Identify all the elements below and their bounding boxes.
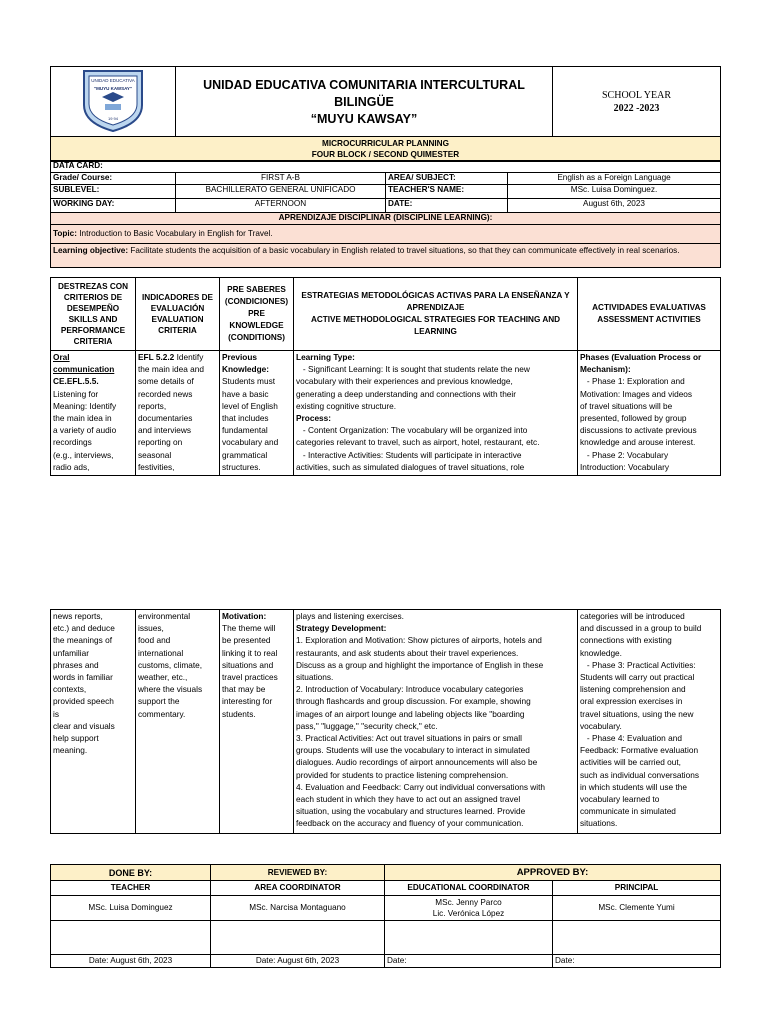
workday-label: WORKING DAY: — [51, 199, 176, 213]
planning-title-cell — [51, 137, 721, 162]
strategy-line: situation, using the vocabulary and structures learned. Provide — [296, 806, 526, 817]
area-label: AREA/ SUBJECT: — [386, 173, 508, 185]
strategy-heading: Strategy Development: — [296, 623, 387, 634]
pre-knowledge-cell-p2 — [220, 610, 294, 834]
logo-text-name: "MUYU KAWSAY" — [93, 86, 133, 91]
objective-text: Facilitate students the acquisition of a basic vocabulary in English related to travel situations, so that they can communicate effectively in real scenarios. — [130, 246, 680, 255]
assessment-line: connections with existing — [580, 635, 672, 646]
objective-row — [51, 244, 721, 268]
skills-line: is — [53, 708, 59, 719]
logo-cell — [51, 67, 176, 137]
col5-line: ASSESSMENT ACTIVITIES — [597, 315, 701, 324]
pre-line: have a basic — [222, 388, 269, 399]
approved-by-heading: APPROVED BY: — [385, 865, 721, 881]
indicator-line: support the — [138, 696, 180, 707]
assessment-line: vocabulary learned to — [580, 794, 660, 805]
skills-line: recordings — [53, 437, 92, 448]
col2-line: EVALUATION — [151, 315, 204, 324]
school-year-label: SCHOOL YEAR — [602, 89, 671, 101]
indicator-line: reporting on — [138, 437, 183, 448]
reviewed-by-heading: REVIEWED BY: — [211, 865, 385, 881]
school-name-cell — [176, 67, 553, 137]
school-name-line2: BILINGÜE — [334, 95, 394, 109]
col1-line: PERFORMANCE — [60, 326, 126, 335]
assessment-cell-p1 — [578, 351, 721, 476]
col-header-assessment — [578, 278, 721, 351]
skills-cell-p2 — [51, 610, 136, 834]
sublevel-value: BACHILLERATO GENERAL UNIFICADO — [176, 185, 386, 199]
planning-title-line1: MICROCURRICULAR PLANNING — [322, 139, 449, 148]
header-table — [50, 66, 721, 162]
school-year-cell — [553, 67, 721, 137]
skills-line: meaning. — [53, 745, 88, 756]
skills-line: provided speech — [53, 696, 114, 707]
date-value: August 6th, 2023 — [508, 199, 721, 213]
assessment-line: such as individual conversations — [580, 769, 699, 780]
signature-space — [211, 921, 385, 955]
strategy-line: situations. — [296, 672, 334, 683]
pre-knowledge-cell-p1 — [220, 351, 294, 476]
col1-line: SKILLS AND — [68, 315, 118, 324]
assessment-line: - Phase 1: Exploration and — [580, 376, 685, 387]
col3-line: (CONDICIONES) — [224, 297, 289, 306]
skills-line: phrases and — [53, 659, 99, 670]
indicator-line: festivities, — [138, 461, 175, 472]
indicator-line: international — [138, 647, 184, 658]
discipline-heading: APRENDIZAJE DISCIPLINAR (DISCIPLINE LEARNING): — [51, 213, 721, 225]
assessment-line: - Phase 4: Evaluation and — [580, 733, 682, 744]
skills-code: CE.EFL.5.5. — [53, 376, 99, 387]
strategy-line: groups. Students will use the vocabulary to interact in simulated — [296, 745, 530, 756]
skills-line: the main idea in — [53, 413, 112, 424]
assessment-line: travel situations, using the new — [580, 708, 694, 719]
strategy-line: 1. Exploration and Motivation: Show pictures of airports, hotels and — [296, 635, 542, 646]
skills-line: unfamiliar — [53, 647, 89, 658]
strategy-line: - Interactive Activities: Students will participate in interactive — [296, 449, 522, 460]
assessment-line: of travel situations will be — [580, 400, 673, 411]
pre-line: interesting for — [222, 696, 273, 707]
skills-line: contexts, — [53, 684, 87, 695]
col1-line: CRITERIOS DE — [63, 293, 123, 302]
role-area-coordinator: AREA COORDINATOR — [211, 881, 385, 896]
skills-line: clear and visuals — [53, 720, 115, 731]
col-header-pre-knowledge — [220, 278, 294, 351]
col3-line: PRE — [248, 309, 265, 318]
role-principal: PRINCIPAL — [553, 881, 721, 896]
col4-line: ACTIVE METHODOLOGICAL STRATEGIES FOR TEACHING AND — [310, 315, 561, 324]
indicator-line: the main idea and — [138, 364, 204, 375]
assessment-line: listening comprehension and — [580, 684, 686, 695]
pre-line: The theme will — [222, 623, 276, 634]
assessment-cell-p2 — [578, 610, 721, 834]
assessment-line: situations. — [580, 818, 618, 829]
assessment-line: categories will be introduced — [580, 611, 685, 621]
col1-line: DESEMPEÑO — [66, 304, 120, 313]
assessment-line: presented, followed by group — [580, 413, 687, 424]
col4-line: APRENDIZAJE — [406, 303, 465, 312]
indicator-line: weather, etc., — [138, 672, 188, 683]
date-educational-coordinator: Date: — [385, 955, 553, 968]
pre-heading: Knowledge: — [222, 364, 270, 375]
assessment-line: in which students will use the — [580, 781, 687, 792]
assessment-line: vocabulary. — [580, 720, 622, 731]
strategy-line: 2. Introduction of Vocabulary: Introduce vocabulary categories — [296, 684, 524, 695]
name-line: Lic. Verónica López — [432, 909, 505, 918]
pre-line: be presented — [222, 635, 271, 646]
area-value: English as a Foreign Language — [508, 173, 721, 185]
signature-space — [385, 921, 553, 955]
strategy-line: each student in which they have to act out an assigned travel — [296, 794, 521, 805]
skills-line: a variety of audio — [53, 425, 117, 436]
strategy-heading: Learning Type: — [296, 352, 355, 362]
col4-line: ESTRATEGIAS METODOLÓGICAS ACTIVAS PARA LA ENSEÑANZA Y — [301, 291, 570, 300]
assessment-heading: Phases (Evaluation Process or — [580, 352, 702, 362]
logo-text-years: 19 94 — [107, 116, 119, 121]
indicators-cell-p2 — [136, 610, 220, 834]
data-card-table — [50, 160, 721, 268]
indicator-line: commentary. — [138, 708, 186, 719]
indicator-line: documentaries — [138, 413, 193, 424]
assessment-line: discussions to activate previous — [580, 425, 697, 436]
col3-line: KNOWLEDGE — [229, 321, 284, 330]
strategy-line: generating a deep understanding and connections with their — [296, 388, 517, 399]
indicators-cell-p1 — [136, 351, 220, 476]
pre-line: grammatical — [222, 449, 268, 460]
sublevel-label: SUBLEVEL: — [51, 185, 176, 199]
pre-line: Students must — [222, 376, 276, 387]
strategy-line: - Content Organization: The vocabulary will be organized into — [296, 425, 528, 436]
assessment-line: activities will be carried out, — [580, 757, 681, 768]
indicator-line: some details of — [138, 376, 194, 387]
skills-line: words in familiar — [53, 672, 113, 683]
strategy-line: plays and listening exercises. — [296, 611, 404, 621]
date-teacher: Date: August 6th, 2023 — [51, 955, 211, 968]
strategy-line: images of an airport lounge and labeling objects like "boarding — [296, 708, 525, 719]
workday-value: AFTERNOON — [176, 199, 386, 213]
strategy-line: feedback on the accuracy and fluency of your communication. — [296, 818, 524, 829]
pre-line: level of English — [222, 400, 278, 411]
assessment-line: Introduction: Vocabulary — [580, 461, 670, 472]
skills-line: radio ads, — [53, 461, 90, 472]
school-name-line3: “MUYU KAWSAY” — [310, 112, 418, 126]
strategy-heading: Process: — [296, 413, 332, 424]
school-logo-icon — [78, 67, 148, 133]
strategy-line: 4. Evaluation and Feedback: Carry out individual conversations with — [296, 781, 546, 792]
col-header-skills — [51, 278, 136, 351]
date-area-coordinator: Date: August 6th, 2023 — [211, 955, 385, 968]
teacher-label: TEACHER'S NAME: — [386, 185, 508, 199]
skills-line: news reports, — [53, 611, 103, 621]
skills-line: Meaning: Identify — [53, 400, 117, 411]
assessment-line: Students will carry out practical — [580, 672, 695, 683]
pre-line: fundamental — [222, 425, 268, 436]
done-by-heading: DONE BY: — [51, 865, 211, 881]
strategy-line: restaurants, and ask students about their travel experiences. — [296, 647, 519, 658]
date-label: DATE: — [386, 199, 508, 213]
assessment-line: knowledge and arouse interest. — [580, 437, 696, 448]
name-principal: MSc. Clemente Yumi — [553, 896, 721, 921]
pre-line: structures. — [222, 461, 261, 472]
strategy-line: Discuss as a group and highlight the importance of English in these — [296, 659, 544, 670]
skills-line: the meanings of — [53, 635, 113, 646]
strategy-line: dialogues. Audio recordings of airport announcements will also be — [296, 757, 538, 768]
topic-row — [51, 225, 721, 244]
pre-line: that may be — [222, 684, 266, 695]
strategies-cell-p1 — [294, 351, 578, 476]
strategy-line: categories relevant to travel, such as airport, hotel, restaurant, etc. — [296, 437, 540, 448]
assessment-line: communicate in simulated — [580, 806, 676, 817]
topic-text: Introduction to Basic Vocabulary in English for Travel. — [79, 229, 273, 238]
skills-line: Listening for — [53, 388, 99, 399]
col2-line: INDICADORES DE — [142, 293, 213, 302]
pre-line: linking it to real — [222, 647, 278, 658]
name-line: MSc. Jenny Parco — [435, 898, 502, 907]
skills-line: (e.g., interviews, — [53, 449, 114, 460]
assessment-heading: Mechanism): — [580, 364, 631, 375]
strategy-line: 3. Practical Activities: Act out travel situations in pairs or small — [296, 733, 522, 744]
skills-heading: Oral — [53, 352, 70, 362]
strategy-line: through flashcards and group discussion. For example, showing — [296, 696, 531, 707]
col3-line: (CONDITIONS) — [228, 333, 285, 342]
signatures-table — [50, 864, 721, 968]
strategy-line: - Significant Learning: It is sought that students relate the new — [296, 364, 530, 375]
col1-line: CRITERIA — [73, 337, 113, 346]
assessment-line: - Phase 3: Practical Activities: — [580, 659, 696, 670]
col5-line: ACTIVIDADES EVALUATIVAS — [592, 303, 706, 312]
planning-table-page1 — [50, 277, 721, 476]
data-card-label: DATA CARD: — [51, 161, 721, 173]
indicator-line: issues, — [138, 623, 164, 634]
strategy-line: vocabulary with their experiences and previous knowledge, — [296, 376, 513, 387]
assessment-line: Motivation: Images and videos — [580, 388, 693, 399]
indicator-line: and interviews — [138, 425, 192, 436]
indicator-line: seasonal — [138, 449, 172, 460]
indicator-line: environmental — [138, 611, 191, 621]
strategy-line: pass," "luggage," "security check," etc. — [296, 720, 438, 731]
pre-line: vocabulary and — [222, 437, 279, 448]
indicator-line: recorded news — [138, 388, 193, 399]
skills-line: help support — [53, 733, 99, 744]
name-teacher: MSc. Luisa Dominguez — [51, 896, 211, 921]
pre-line: that includes — [222, 413, 269, 424]
col-header-strategies — [294, 278, 578, 351]
date-principal: Date: — [553, 955, 721, 968]
indicator-line: Identify — [176, 352, 204, 362]
col2-line: EVALUACIÓN — [150, 304, 205, 313]
school-name-line1: UNIDAD EDUCATIVA COMUNITARIA INTERCULTURAL — [203, 78, 525, 92]
indicator-line: customs, climate, — [138, 659, 203, 670]
signature-space — [51, 921, 211, 955]
pre-line: students. — [222, 708, 256, 719]
role-teacher: TEACHER — [51, 881, 211, 896]
strategies-cell-p2 — [294, 610, 578, 834]
assessment-line: knowledge. — [580, 647, 622, 658]
skills-line: etc.) and deduce — [53, 623, 115, 634]
strategy-line: provided for students to practice listening comprehension. — [296, 769, 509, 780]
indicator-line: reports, — [138, 400, 167, 411]
topic-label: Topic: — [53, 229, 77, 238]
role-educational-coordinator: EDUCATIONAL COORDINATOR — [385, 881, 553, 896]
pre-heading: Previous — [222, 352, 258, 362]
assessment-line: Feedback: Formative evaluation — [580, 745, 699, 756]
col1-line: DESTREZAS CON — [57, 282, 129, 291]
school-year-value: 2022 -2023 — [613, 102, 660, 114]
skills-heading: communication — [53, 364, 115, 375]
objective-label: Learning objective: — [53, 246, 129, 255]
pre-line: travel practices — [222, 672, 278, 683]
col-header-indicators — [136, 278, 220, 351]
indicator-code: EFL 5.2.2 — [138, 352, 175, 362]
assessment-line: and discussed in a group to build — [580, 623, 702, 634]
signature-space — [553, 921, 721, 955]
assessment-line: oral expression exercises in — [580, 696, 683, 707]
planning-table-page2 — [50, 609, 721, 834]
name-educational-coordinator — [385, 896, 553, 921]
strategy-line: activities, such as simulated dialogues of travel situations, role — [296, 461, 525, 472]
col4-line: LEARNING — [414, 327, 457, 336]
skills-cell-p1 — [51, 351, 136, 476]
col2-line: CRITERIA — [158, 326, 197, 335]
teacher-value: MSc. Luisa Dominguez. — [508, 185, 721, 199]
pre-heading: Motivation: — [222, 611, 267, 621]
indicator-line: food and — [138, 635, 171, 646]
col3-line: PRE SABERES — [227, 285, 286, 294]
name-area-coordinator: MSc. Narcisa Montaguano — [211, 896, 385, 921]
pre-line: situations and — [222, 659, 274, 670]
grade-value: FIRST A-B — [176, 173, 386, 185]
grade-label: Grade/ Course: — [51, 173, 176, 185]
planning-title-line2: FOUR BLOCK / SECOND QUIMESTER — [311, 150, 460, 159]
strategy-line: existing cognitive structure. — [296, 400, 397, 411]
logo-text-top: UNIDAD EDUCATIVA — [91, 78, 135, 83]
assessment-line: - Phase 2: Vocabulary — [580, 449, 669, 460]
indicator-line: where the visuals — [138, 684, 203, 695]
